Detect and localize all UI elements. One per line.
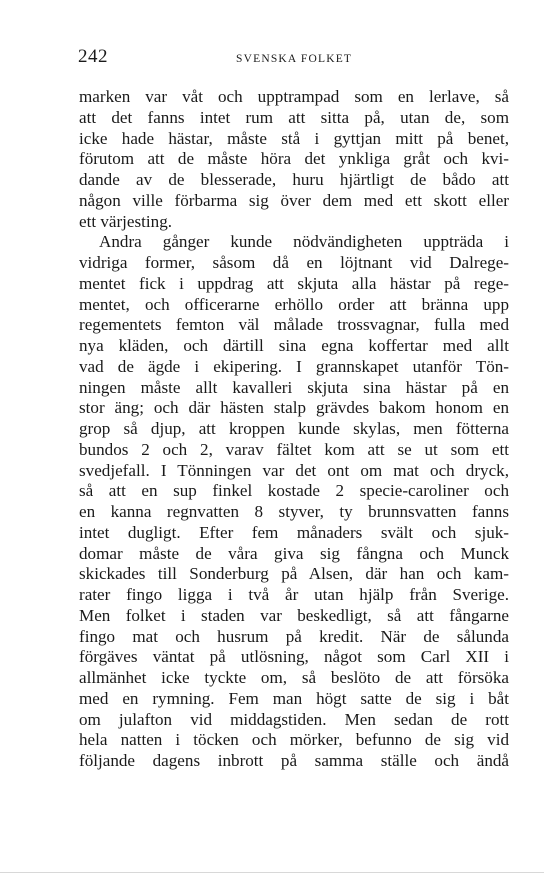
text-line: någon ville förbarma sig över dem med ett skott eller	[79, 190, 509, 210]
text-line: mentet fick i uppdrag att skjuta alla hästar på rege-	[79, 273, 509, 293]
text-line: ningen måste allt kavalleri skjuta sina hästar på en	[79, 377, 509, 397]
text-line: dande av de blesserade, huru hjärtligt de bådo att	[79, 170, 509, 189]
text-line: bundos 2 och 2, varav fältet kom att se ut som ett	[79, 439, 509, 459]
text-line: skickades till Sonderburg på Alsen, där han och kam-	[79, 564, 509, 584]
page-bottom-edge	[0, 872, 544, 873]
running-title: SVENSKA FOLKET	[236, 53, 353, 65]
text-line: med en rymning. Fem man högt satte de sig i båt	[79, 688, 509, 708]
text-line: att det fanns intet rum att sitta på, utan de, som	[79, 107, 509, 127]
text-line: regementets femton väl målade trossvagnar, fulla med	[79, 315, 509, 335]
text-line: svedjefall. I Tönningen var det ont om mat och dryck,	[79, 460, 509, 480]
text-line: förutom att de måste höra det ynkliga gråt och kvi-	[79, 149, 509, 169]
text-line: fingo mat och husrum på kredit. När de sålunda	[79, 626, 509, 646]
text-line: allmänhet icke tyckte om, så beslöto de att försöka	[79, 668, 509, 687]
text-line: domar måste de våra giva sig fångna och Munck	[79, 543, 509, 563]
text-line: mentet, och officerarne erhöllo order att bränna upp	[79, 294, 509, 314]
text-line: icke hade hästar, måste stå i gyttjan mitt på benet,	[79, 128, 509, 148]
text-line: följande dagens inbrott på samma ställe och ändå	[79, 751, 509, 770]
text-line: vidriga former, såsom då en löjtnant vid Dalrege-	[79, 253, 509, 272]
text-line: ett värjesting.	[79, 211, 173, 231]
text-line: stor äng; och där hästen stalp grävdes bakom honom en	[79, 398, 509, 418]
text-line: så att en sup finkel kostade 2 specie-caroliner och	[79, 481, 509, 501]
page-number: 242	[78, 46, 108, 67]
text-line: marken var våt och upptrampad som en lerlave, så	[79, 87, 509, 106]
text-line: hela natten i töcken och mörker, befunno de sig vid	[79, 730, 509, 750]
text-line: förgäves väntat på utlösning, något som Carl XII i	[79, 647, 509, 667]
text-line: intet dugligt. Efter fem månaders svält och sjuk-	[79, 522, 509, 542]
text-line: Men folket i staden var beskedligt, så att fångarne	[79, 605, 509, 625]
text-line: om julafton vid middagstiden. Men sedan de rott	[79, 709, 509, 729]
paragraph-first-line: Andra gånger kunde nödvändigheten uppträda i	[99, 232, 509, 252]
body-text	[79, 87, 509, 772]
text-line: vad de ägde i ekipering. I grannskapet utanför Tön-	[79, 356, 509, 376]
text-line: rater fingo ligga i två år utan hjälp från Sverige.	[79, 585, 509, 604]
text-line: nya kläden, och därtill sina egna koffertar med allt	[79, 336, 509, 355]
text-line: grop så djup, att kroppen kunde skylas, men fötterna	[79, 419, 509, 438]
text-line: en kanna regnvatten 8 styver, ty brunnsvatten fanns	[79, 502, 509, 521]
page-header	[76, 46, 512, 70]
